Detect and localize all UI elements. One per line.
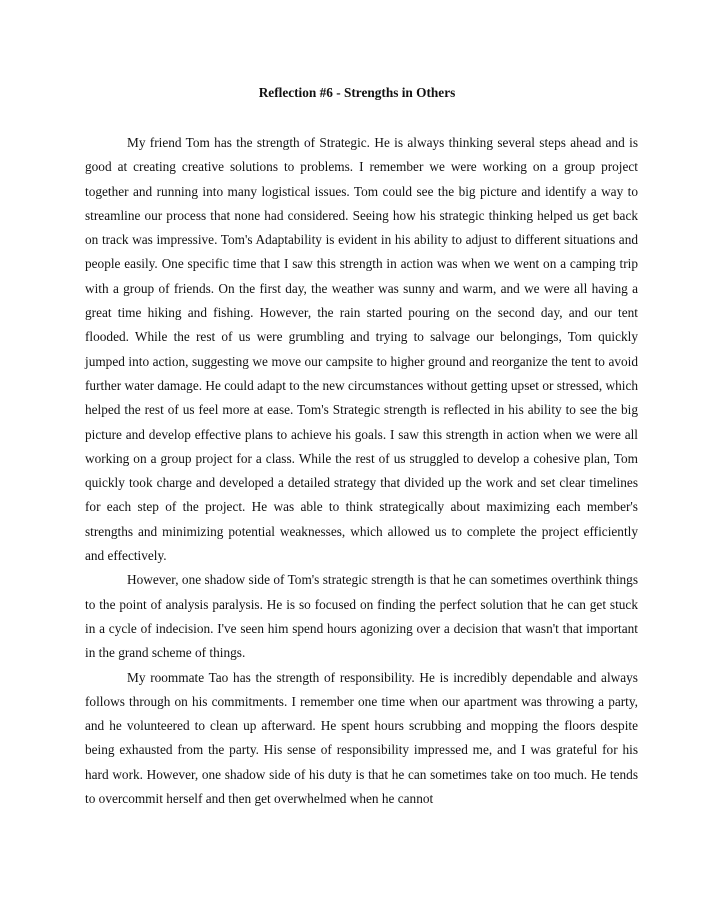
document-body [85,131,638,811]
paragraph-tom-shadow: However, one shadow side of Tom's strategic strength is that he can sometimes overthink things to the point of analysis paralysis. He is so focused on finding the perfect solution that he can get stuck in a cycle of indecision. I've seen him spend hours agonizing over a decision that wasn't that important in the grand scheme of things. [85,572,638,661]
document-title: Reflection #6 - Strengths in Others [258,85,456,100]
paragraph-tom-strengths: My friend Tom has the strength of Strategic. He is always thinking several steps ahead and is good at creating creative solutions to problems. I remember we were working on a group project together and running into many logistical issues. Tom could see the big picture and identify a way to streamline our process that none had considered. Seeing how his strategic thinking helped us get back on track was impressive. Tom's Adaptability is evident in his ability to adjust to different situations and people easily. One specific time that I saw this strength in action was when we went on a camping trip with a group of friends. On the first day, the weather was sunny and warm, and we were all having a great time hiking and fishing. However, the rain started pouring on the second day, and our tent flooded. While the rest of us were grumbling and trying to salvage our belongings, Tom quickly jumped into action, suggesting we move our campsite to higher ground and reorganize the tent to avoid further water damage. He could adapt to the new circumstances without getting upset or stressed, which helped the rest of us feel more at ease. Tom's Strategic strength is reflected in his ability to see the big picture and develop effective plans to achieve his goals. I saw this strength in action when we were all working on a group project for a class. While the rest of us struggled to develop a cohesive plan, Tom quickly took charge and developed a detailed strategy that divided up the work and set clear timelines for each step of the project. He was able to think strategically about maximizing each member's strengths and minimizing potential weaknesses, which allowed us to complete the project efficiently and effectively. [85,135,638,564]
paragraph-tao-responsibility: My roommate Tao has the strength of responsibility. He is incredibly dependable and always follows through on his commitments. I remember one time when our apartment was throwing a party, and he volunteered to clean up afterward. He spent hours scrubbing and mopping the floors despite being exhausted from the party. His sense of responsibility impressed me, and I was grateful for his hard work. However, one shadow side of his duty is that he can sometimes take on too much. He tends to overcommit herself and then get overwhelmed when he cannot [85,669,638,807]
